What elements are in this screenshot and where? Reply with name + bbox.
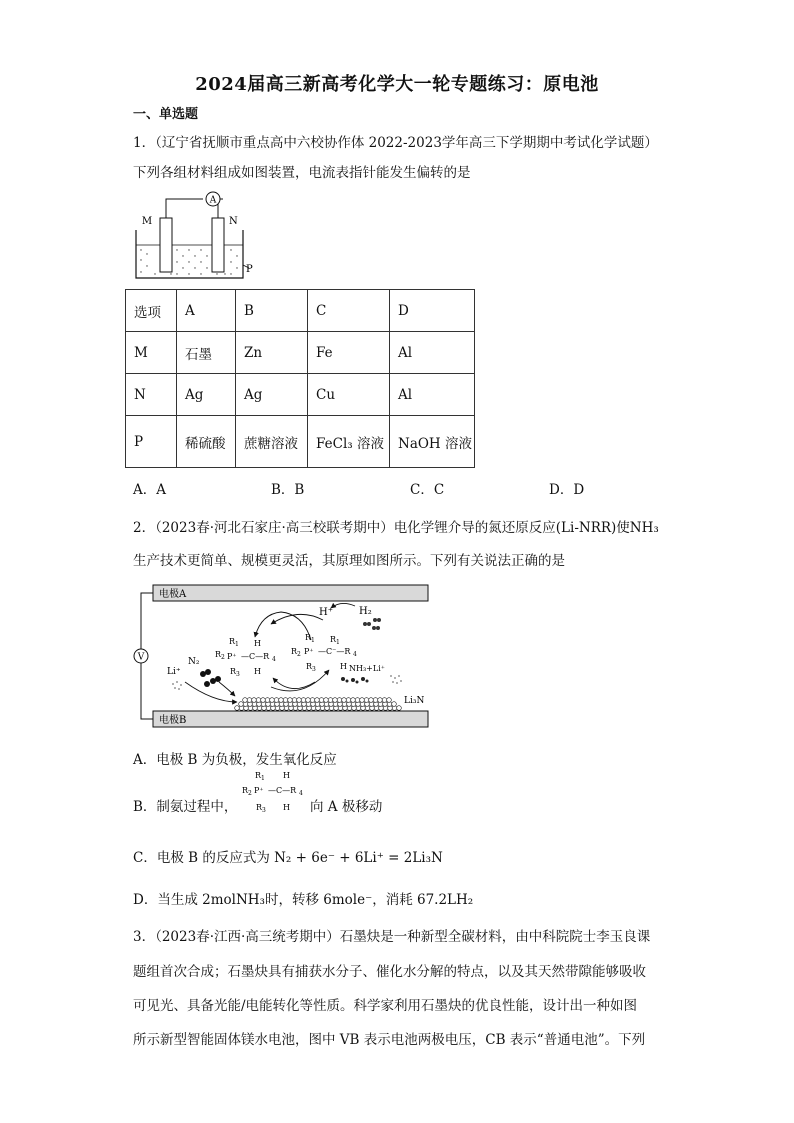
table-cell: 稀硫酸	[177, 416, 236, 468]
q1-beaker	[136, 230, 243, 278]
table-cell: D	[390, 290, 475, 332]
table-cell: A	[177, 290, 236, 332]
table-cell: C	[308, 290, 390, 332]
svg-text:R: R	[241, 785, 248, 795]
svg-text:R: R	[306, 662, 313, 671]
svg-text:R: R	[291, 647, 298, 656]
q2-stem-line: 生产技术更简单、规模更灵活，其原理如图所示。下列有关说法正确的是	[133, 553, 565, 569]
svg-text:2: 2	[297, 651, 301, 658]
table-row	[126, 290, 475, 332]
q1-electrode-m	[160, 218, 172, 272]
q2-electrode-b	[153, 711, 428, 727]
svg-text:R: R	[254, 770, 261, 780]
table-cell: Al	[390, 374, 475, 416]
table-cell: M	[126, 332, 177, 374]
q3-line-2: 题组首次合成；石墨炔具有捕获水分子、催化水分解的特点，以及其天然带隙能够吸收	[133, 964, 646, 980]
svg-text:1: 1	[311, 637, 315, 644]
svg-text:—C⁻—R: —C⁻—R	[318, 647, 351, 656]
svg-text:H: H	[282, 802, 290, 812]
q2-option-b-suffix: 向 A 极移动	[310, 799, 383, 815]
svg-text:3: 3	[261, 806, 266, 814]
q2-structure-right	[291, 633, 357, 673]
table-cell: N	[126, 374, 177, 416]
svg-text:2: 2	[247, 789, 252, 797]
svg-text:R: R	[255, 802, 262, 812]
svg-text:—C—R: —C—R	[267, 785, 296, 795]
svg-text:1: 1	[235, 641, 239, 648]
q2-li-plus-label: Li⁺	[167, 667, 181, 677]
q2-option-c[interactable]: C．电极 B 的反应式为 N₂ + 6e⁻ + 6Li⁺ = 2Li₃N	[133, 850, 443, 866]
table-cell: Ag	[236, 374, 308, 416]
table-row	[126, 416, 475, 468]
q2-option-b-prefix: B．制氨过程中，	[133, 799, 238, 815]
q1-label-p: P	[246, 264, 253, 275]
q2-option-a[interactable]: A．电极 B 为负极，发生氧化反应	[133, 752, 337, 768]
table-cell: 选项	[126, 290, 177, 332]
svg-text:2: 2	[221, 654, 225, 661]
table-cell: Zn	[236, 332, 308, 374]
table-cell: P	[126, 416, 177, 468]
q2-nh3-molecules	[341, 677, 369, 684]
q2-li-nrr-figure	[133, 582, 433, 732]
q2-n2-molecules	[200, 669, 221, 687]
q1-choice-b[interactable]: B．B	[271, 482, 305, 498]
q2-h-plus-label: H⁺	[319, 607, 333, 618]
q1-choice-d[interactable]: D．D	[549, 482, 585, 498]
svg-text:R: R	[229, 637, 236, 646]
svg-text:P⁺: P⁺	[253, 785, 264, 795]
svg-text:4: 4	[353, 651, 357, 658]
q1-wire-left	[166, 199, 203, 218]
q2-h2-label: H₂	[359, 606, 372, 617]
svg-text:R: R	[215, 650, 222, 659]
section-heading: 一、单选题	[133, 107, 199, 122]
q2-product-label: NH₃+Li⁺	[349, 664, 385, 673]
q3-line-1: 3．（2023春·江西·高三统考期中）石墨炔是一种新型全碳材料，由中科院院士李玉良课	[133, 929, 651, 945]
table-cell: NaOH 溶液	[390, 416, 475, 468]
q3-line-4: 所示新型智能固体镁水电池，图中 VB 表示电池两极电压，CB 表示“普通电池”。下列	[133, 1032, 646, 1048]
q1-label-n: N	[229, 216, 238, 227]
q3-line-3: 可见光、具备光能/电能转化等性质。科学家利用石墨炔的优良性能，设计出一种如图	[133, 998, 638, 1014]
svg-text:P⁺: P⁺	[227, 652, 237, 661]
q1-choice-c[interactable]: C．C	[410, 482, 445, 498]
table-row	[126, 332, 475, 374]
table-cell: 石墨	[177, 332, 236, 374]
svg-text:P⁺: P⁺	[304, 647, 314, 656]
table-cell: B	[236, 290, 308, 332]
q1-ammeter-label: A	[209, 195, 217, 206]
svg-text:H: H	[254, 667, 261, 676]
table-cell: Fe	[308, 332, 390, 374]
q2-electrode-a-label: 电极A	[159, 589, 187, 600]
table-cell: Al	[390, 332, 475, 374]
q1-options-table	[125, 289, 475, 468]
svg-text:R: R	[305, 633, 312, 642]
q2-option-b[interactable]	[133, 770, 383, 818]
q2-structure-left	[215, 637, 276, 678]
q1-label-m: M	[141, 216, 153, 227]
table-cell: Cu	[308, 374, 390, 416]
q2-h2-molecules	[363, 618, 381, 630]
table-row	[126, 374, 475, 416]
q2-li3n-label: Li₃N	[404, 696, 425, 706]
svg-text:3: 3	[312, 666, 316, 673]
q2-electrode-b-label: 电极B	[159, 715, 187, 726]
q1-source-line: 1．（辽宁省抚顺市重点高中六校协作体 2022-2023学年高三下学期期中考试化学试题）	[133, 135, 658, 151]
svg-text:H: H	[254, 639, 261, 648]
q1-choice-a[interactable]: A．A	[133, 482, 166, 498]
page-title: 2024届高三新高考化学大一轮专题练习：原电池	[195, 74, 599, 95]
table-cell: Ag	[177, 374, 236, 416]
table-cell: 蔗糖溶液	[236, 416, 308, 468]
svg-text:3: 3	[236, 671, 240, 678]
svg-text:R: R	[330, 635, 337, 644]
q2-option-d[interactable]: D．当生成 2molNH₃时，转移 6mole⁻，消耗 67.2LH₂	[133, 892, 474, 908]
svg-text:R: R	[230, 667, 237, 676]
q2-n2-label: N₂	[188, 657, 200, 667]
svg-text:1: 1	[260, 774, 265, 782]
svg-text:4: 4	[298, 789, 303, 797]
q1-stem-line: 下列各组材料组成如图装置，电流表指针能发生偏转的是	[133, 165, 471, 181]
q1-galvanic-cell-figure	[133, 190, 263, 282]
q2-voltmeter-label: V	[137, 652, 145, 663]
svg-text:4: 4	[272, 656, 276, 663]
q2-source-line: 2．（2023春·河北石家庄·高三校联考期中）电化学锂介导的氮还原反应(Li-NRR)使NH₃	[133, 520, 659, 536]
svg-text:—C—R: —C—R	[241, 652, 270, 661]
q2-electrode-a	[153, 585, 428, 601]
table-cell: FeCl₃ 溶液	[308, 416, 390, 468]
svg-text:1: 1	[336, 639, 340, 646]
svg-text:H: H	[340, 662, 347, 671]
q2-li3n-layer	[235, 698, 402, 711]
q1-electrode-n	[212, 218, 224, 272]
svg-text:H: H	[282, 770, 290, 780]
